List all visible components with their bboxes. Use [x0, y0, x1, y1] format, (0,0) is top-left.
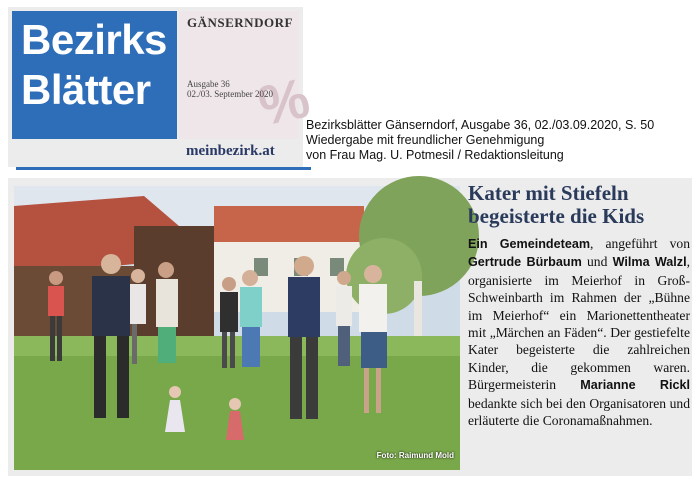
- person-name-2: Wilma Walzl: [612, 255, 687, 270]
- article-headline: Kater mit Stiefeln begeisterte die Kids: [468, 181, 645, 228]
- source-line-3: von Frau Mag. U. Potmesil / Redaktionsleitung: [306, 148, 564, 162]
- article-lead: Ein Gemeindeteam: [468, 237, 591, 251]
- group-photo-illustration: [14, 186, 460, 470]
- source-line-1: Bezirksblätter Gänserndorf, Ausgabe 36, 02./03.09.2020, S. 50: [306, 118, 655, 132]
- article-text-4: bedankte sich bei den Organisatoren und erläuterte die Coronamaßnahmen.: [468, 395, 690, 429]
- logo-line-2: Blätter: [21, 66, 151, 113]
- masthead-divider: [16, 167, 311, 170]
- source-line-2: Wiedergabe mit freundlicher Genehmigung: [306, 133, 545, 147]
- article-text-3: , organisierte im Meierhof in Groß-Schweinbarth im Rahmen der „Bühne im Meierhof“ ein Marionettentheater mit „Märchen an Fäden“. Der gestiefelte Kater begeisterte die zahlreichen Kinder, die gekommen waren. Bürgermeisterin: [468, 254, 691, 393]
- website-label: meinbezirk.at: [186, 143, 275, 159]
- logo-line-1: Bezirks: [21, 16, 167, 63]
- issue-info: [187, 79, 273, 100]
- article-text-2: und: [581, 254, 613, 270]
- decorative-percent-graphic: %: [253, 65, 316, 138]
- article-clipping: [8, 178, 692, 476]
- bezirksblaetter-logo: [12, 11, 177, 139]
- source-citation: [306, 118, 654, 163]
- masthead-info-panel: [179, 11, 316, 139]
- article-photo: [14, 186, 460, 470]
- issue-number: Ausgabe 36: [187, 79, 230, 89]
- photo-credit: Foto: Raimund Mold: [376, 451, 454, 460]
- article-text-1: , angeführt von: [590, 236, 690, 251]
- article-body: [468, 235, 690, 429]
- person-name-3: Marianne Rickl: [580, 378, 690, 393]
- region-name: GÄNSERNDORF: [187, 15, 293, 30]
- newspaper-masthead: [8, 7, 316, 167]
- issue-date: 02./03. September 2020: [187, 89, 273, 100]
- person-name-1: Gertrude Bürbaum: [468, 255, 582, 270]
